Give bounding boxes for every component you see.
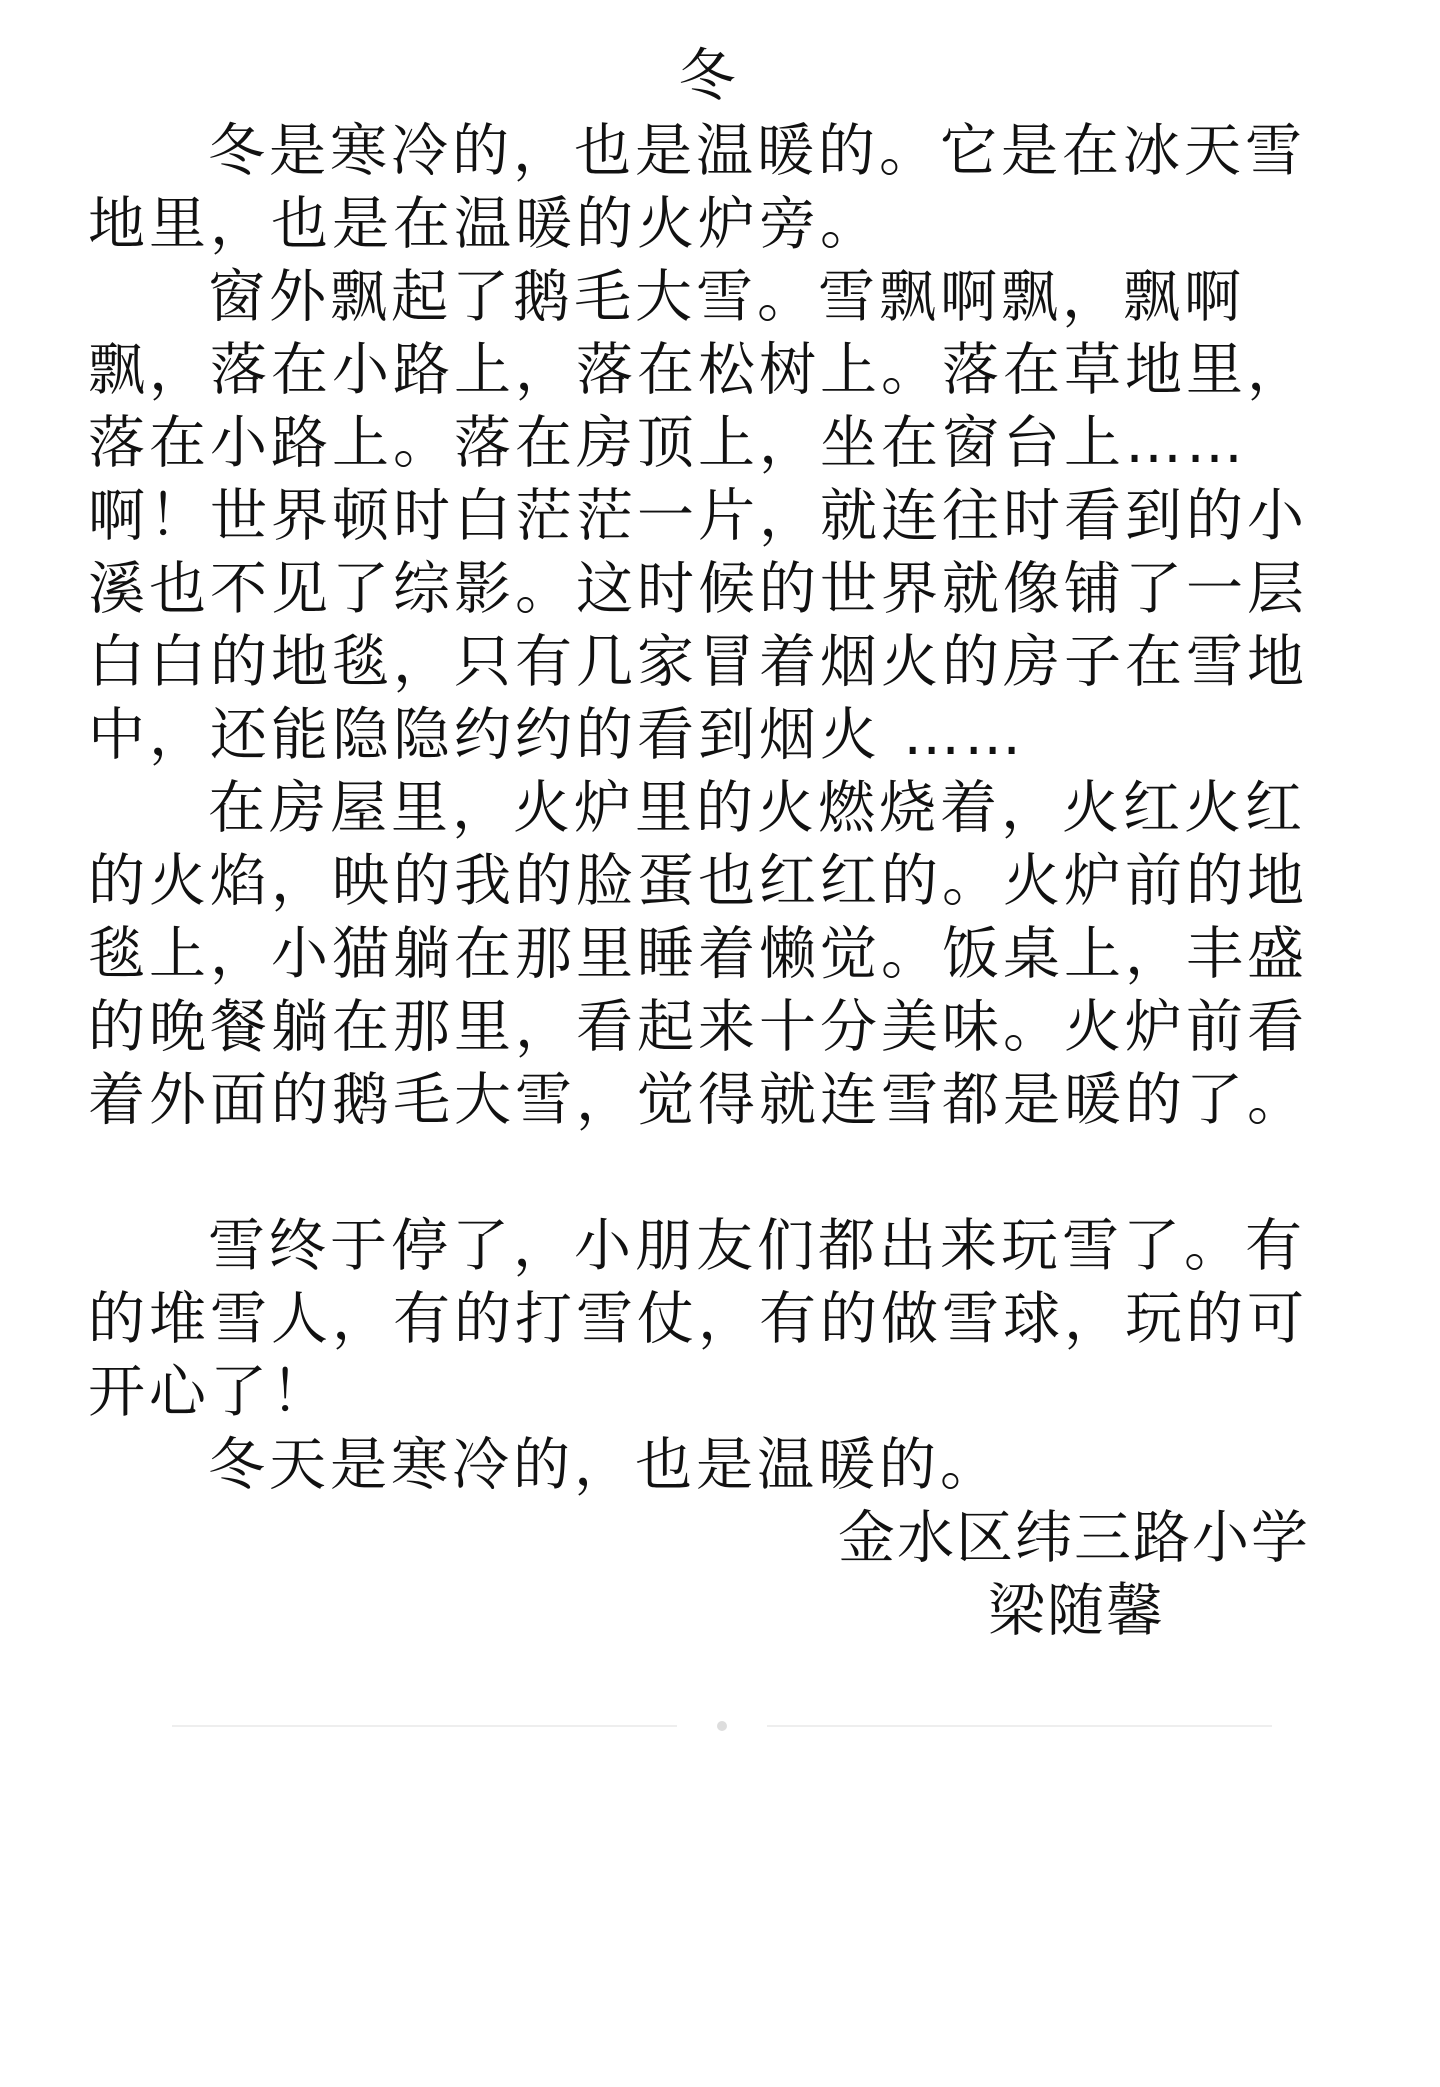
school-name: 金水区纬三路小学: [838, 1505, 1310, 1571]
paragraph-conclusion: 冬天是寒冷的，也是温暖的。: [208, 1432, 1001, 1498]
article: [88, 40, 1328, 1648]
paragraph-play: 雪终于停了，小朋友们都出来玩雪了。有的堆雪人，有的打雪仗，有的做雪球，玩的可开心了！: [88, 1213, 1308, 1425]
paragraph-snow-scene: 窗外飘起了鹅毛大雪。雪飘啊飘，飘啊飘，落在小路上，落在松树上。落在草地里，落在小路上。落在房顶上，坐在窗台上……啊！世界顿时白茫茫一片，就连往时看到的小溪也不见了综影。这时候的世界就像铺了一层白白的地毯，只有几家冒着烟火的房子在雪地中，还能隐隐约约的看到烟火 ……: [88, 264, 1308, 768]
article-title: 冬: [678, 43, 738, 109]
divider-line-left: [172, 1725, 677, 1727]
paragraph-intro: 冬是寒冷的，也是温暖的。它是在冰天雪地里，也是在温暖的火炉旁。: [88, 118, 1306, 257]
author-name: 梁随馨: [988, 1578, 1165, 1644]
divider-dot: [717, 1721, 727, 1731]
end-divider: [172, 1720, 1272, 1732]
paragraph-indoor: 在房屋里，火炉里的火燃烧着，火红火红的火焰，映的我的脸蛋也红红的。火炉前的地毯上，小猫躺在那里睡着懒觉。饭桌上，丰盛的晚餐躺在那里，看起来十分美味。火炉前看着外面的鹅毛大雪，觉得就连雪都是暖的了。: [88, 775, 1308, 1133]
paragraph-gap: [88, 1137, 1328, 1210]
divider-line-right: [767, 1725, 1272, 1727]
